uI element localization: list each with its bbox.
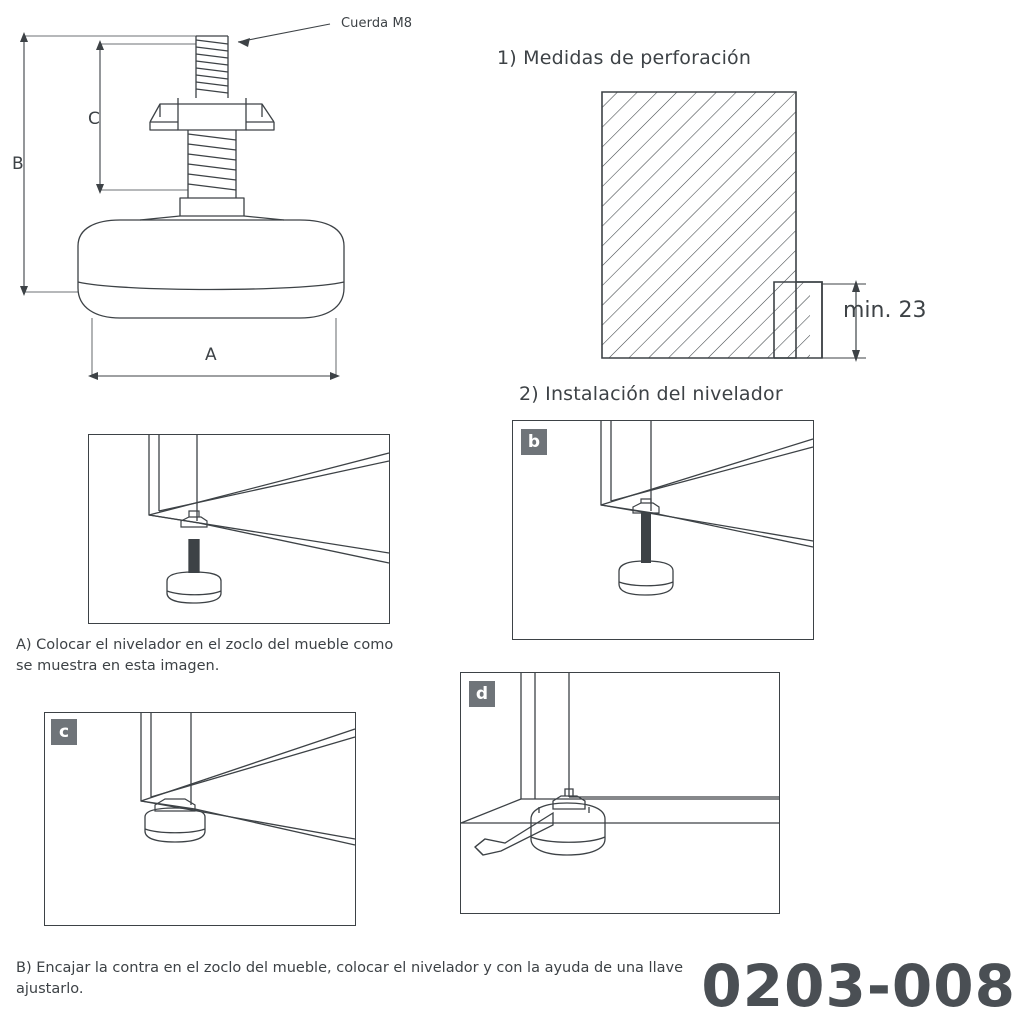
dimension-label-c: C [88, 109, 100, 129]
panel-c-illustration [45, 713, 355, 925]
product-code: 0203-008 [701, 952, 1016, 1020]
panel-d [460, 672, 780, 914]
leveler-dimension-drawing [0, 0, 470, 400]
step-1-title: 1) Medidas de perforación [497, 47, 752, 69]
drilling-measurement-drawing [560, 70, 980, 380]
panel-b-illustration [513, 421, 813, 639]
panel-c [44, 712, 356, 926]
caption-b: B) Encajar la contra en el zoclo del mueble, colocar el nivelador y con la ayuda de una llave ajustarlo. [16, 960, 683, 998]
panel-d-illustration [461, 673, 779, 913]
caption-a: A) Colocar el nivelador en el zoclo del mueble como se muestra en esta imagen. [16, 637, 394, 675]
panel-d-badge: d [469, 681, 495, 707]
thread-label: Cuerda M8 [341, 16, 413, 31]
step-2-title: 2) Instalación del nivelador [519, 383, 783, 405]
min-depth-label: min. 23 [843, 298, 927, 323]
panel-b [512, 420, 814, 640]
panel-a [88, 434, 390, 624]
dimension-label-b: B [12, 154, 24, 174]
panel-b-badge: b [521, 429, 547, 455]
panel-c-badge: c [51, 719, 77, 745]
panel-a-illustration [89, 435, 389, 623]
dimension-label-a: A [205, 345, 217, 365]
